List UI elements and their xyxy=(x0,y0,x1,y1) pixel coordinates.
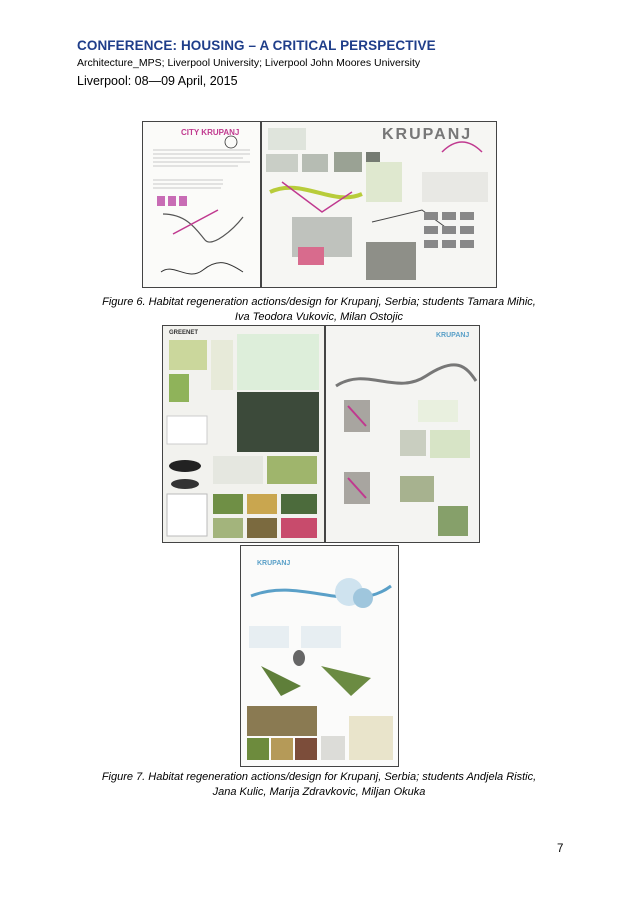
poster-title: GREENET xyxy=(169,330,199,336)
figure6-caption xyxy=(60,295,578,325)
figure6-poster-left xyxy=(142,121,261,288)
conference-title: CONFERENCE: HOUSING – A CRITICAL PERSPECTIVE xyxy=(77,38,436,53)
figure6-poster-right xyxy=(261,121,497,288)
conference-date: Liverpool: 08—09 April, 2015 xyxy=(77,74,238,88)
figure7-poster-bottom xyxy=(240,545,399,767)
figure6-caption-line2: Iva Teodora Vukovic, Milan Ostojic xyxy=(234,311,404,323)
figure7-poster-left xyxy=(162,325,325,543)
figure6-caption-line1: Figure 6. Habitat regeneration actions/design for Krupanj, Serbia; students Tamara Mihic, xyxy=(102,296,536,308)
conference-subtitle: Architecture_MPS; Liverpool University; Liverpool John Moores University xyxy=(77,57,421,69)
figure7-caption-line2: Jana Kulic, Marija Zdravkovic, Miljan Okuka xyxy=(212,786,426,798)
poster-title: KRUPANJ xyxy=(436,332,470,339)
page-number: 7 xyxy=(557,843,564,855)
poster-title: KRUPANJ xyxy=(382,126,473,143)
figure7-poster-right xyxy=(325,325,480,543)
figure7-caption-line1: Figure 7. Habitat regeneration actions/design for Krupanj, Serbia; students Andjela Ristic, xyxy=(101,771,537,783)
poster-title: KRUPANJ xyxy=(257,560,291,567)
figure7-caption xyxy=(60,770,578,800)
poster-title: CITY KRUPANJ xyxy=(181,128,240,137)
